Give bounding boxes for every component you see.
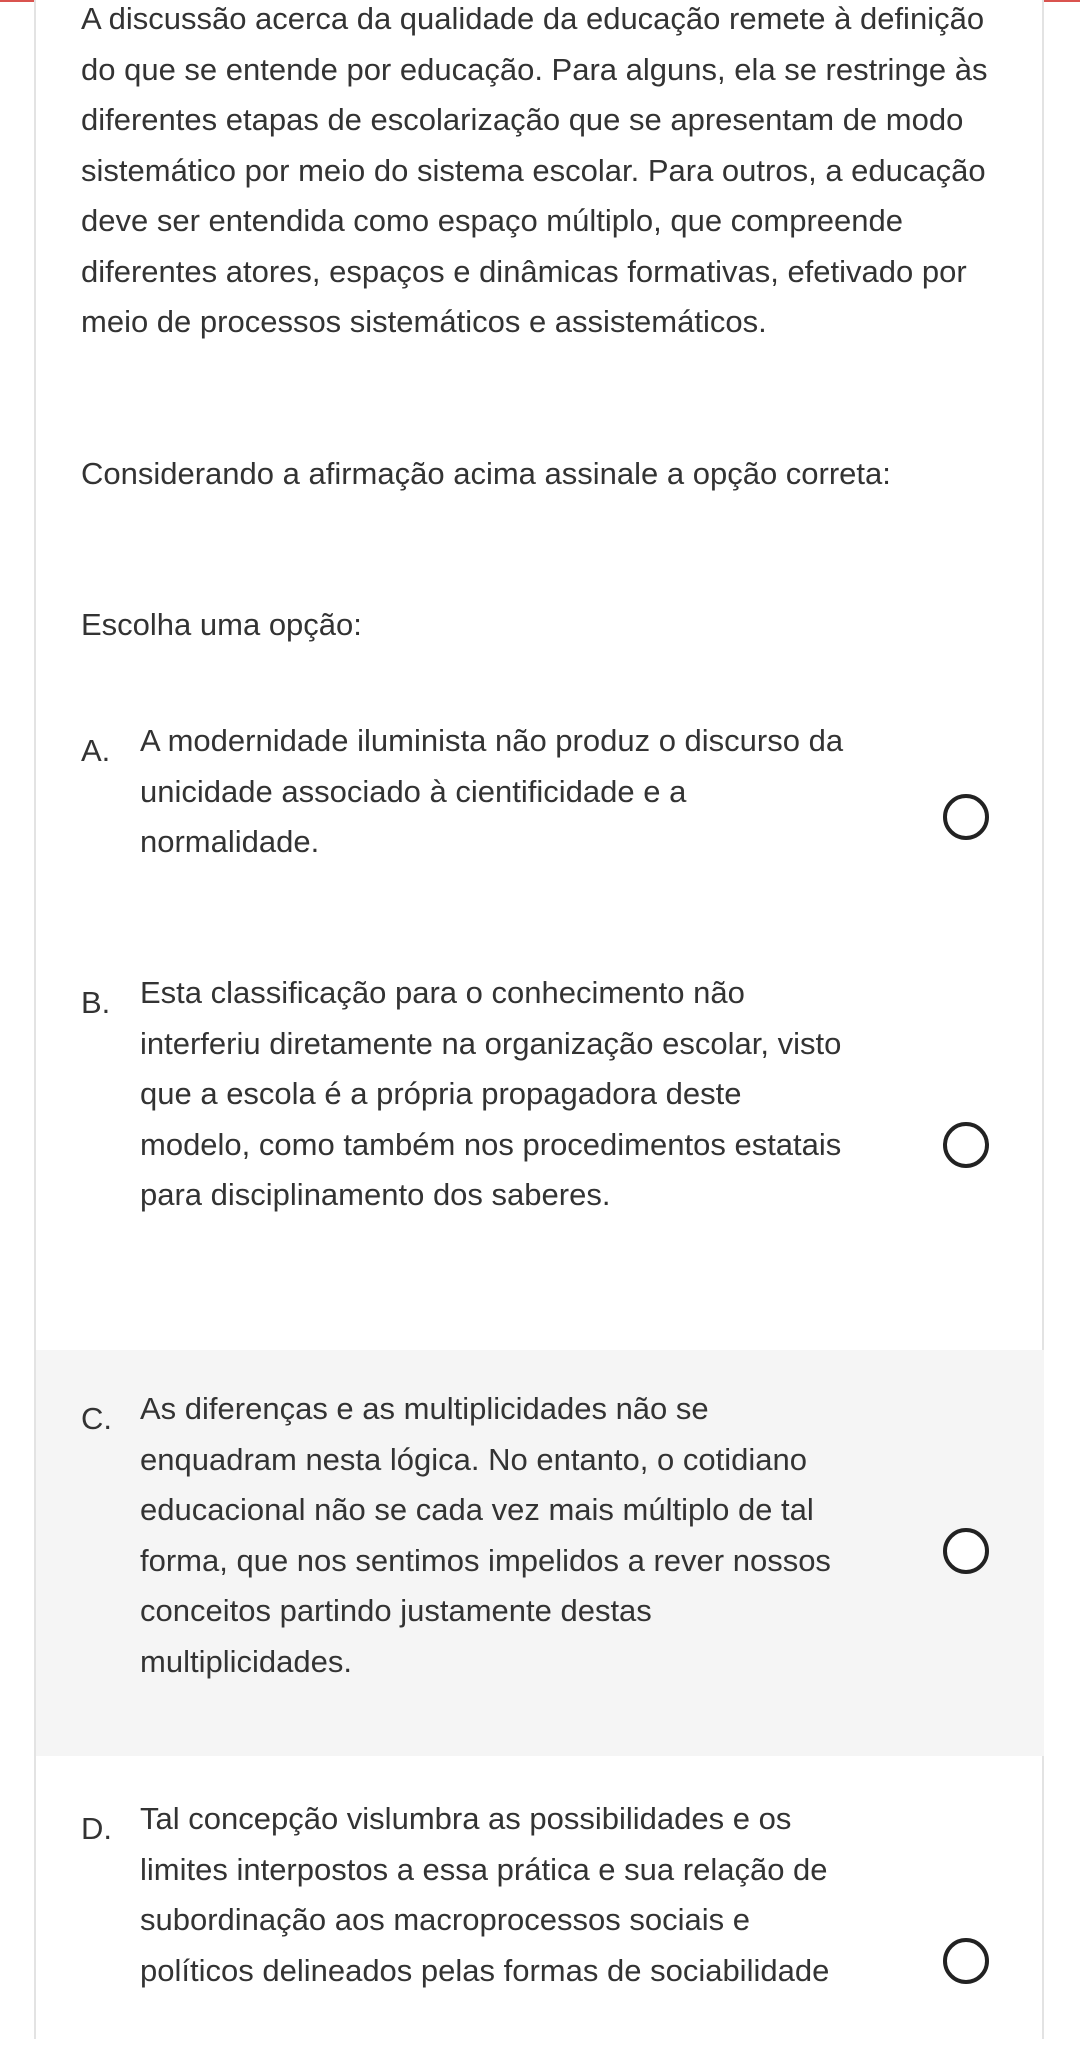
option-letter: A. bbox=[81, 733, 111, 768]
question-prompt: Considerando a afirmação acima assinale a opção correta: bbox=[81, 456, 891, 491]
option-b[interactable] bbox=[36, 946, 1044, 1348]
radio-button-b[interactable] bbox=[943, 1122, 989, 1168]
option-d[interactable] bbox=[36, 1760, 1044, 2050]
option-text: Esta classificação para o conhecimento não interferiu diretamente na organização escolar, visto que a escola é a própria propagadora deste modelo, como também nos procedimentos estatais para disciplinamento dos saberes. bbox=[140, 975, 842, 1213]
option-text: Tal concepção vislumbra as possibilidades e os limites interpostos a essa prática e sua relação de subordinação aos macroprocessos sociais e políticos delineados pelas formas de sociabilidade bbox=[140, 1801, 830, 1988]
radio-button-a[interactable] bbox=[943, 794, 989, 840]
option-text: A modernidade iluminista não produz o discurso da unicidade associado à cientificidade e a normalidade. bbox=[140, 723, 844, 860]
option-a[interactable] bbox=[36, 690, 1044, 930]
option-letter: D. bbox=[81, 1811, 112, 1846]
choose-option-label: Escolha uma opção: bbox=[81, 607, 362, 642]
radio-button-c[interactable] bbox=[943, 1528, 989, 1574]
option-text: As diferenças e as multiplicidades não se enquadram nesta lógica. No entanto, o cotidiano educacional não se cada vez mais múltiplo de tal forma, que nos sentimos impelidos a rever nossos conceitos partindo justamente destas multiplicidades. bbox=[140, 1391, 831, 1679]
option-letter: C. bbox=[81, 1401, 112, 1436]
option-c[interactable] bbox=[36, 1350, 1044, 1756]
option-letter: B. bbox=[81, 985, 111, 1020]
question-text: A discussão acerca da qualidade da educação remete à definição do que se entende por educação. Para alguns, ela se restringe às diferentes etapas de escolarização que se apresentam de modo sistemático por meio do sistema escolar. Para outros, a educação deve ser entendida como espaço múltiplo, que compreende diferentes atores, espaços e dinâmicas formativas, efetivado por meio de processos sistemáticos e assistemáticos. bbox=[81, 1, 988, 339]
radio-button-d[interactable] bbox=[943, 1938, 989, 1984]
